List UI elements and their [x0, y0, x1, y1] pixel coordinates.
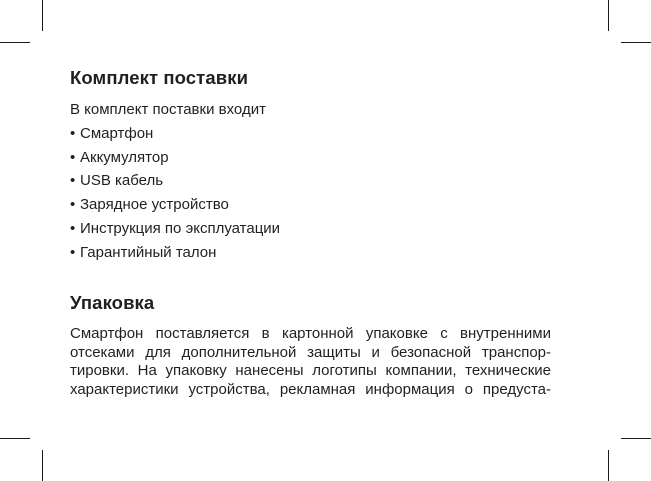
paragraph-line: отсеками для дополнительной защиты и безопасной транспор- — [70, 343, 551, 361]
bullet-icon: • — [70, 148, 76, 166]
list-item — [70, 169, 551, 193]
contents-section — [70, 64, 551, 264]
crop-mark-bottom-left-vertical — [42, 450, 43, 481]
list-item-text: Смартфон — [80, 125, 154, 142]
bullet-icon: • — [70, 219, 76, 237]
list-item — [70, 146, 551, 170]
crop-mark-bottom-left-horizontal — [0, 438, 30, 439]
bullet-icon: • — [70, 196, 76, 214]
bullet-icon: • — [70, 243, 76, 261]
paragraph-line: характеристики устройства, рекламная информация о предуста- — [70, 380, 551, 398]
crop-mark-top-right-horizontal — [621, 42, 651, 43]
list-item-text: Инструкция по эксплуатации — [80, 219, 281, 237]
list-item-text: Аккумулятор — [80, 148, 169, 166]
list-item — [70, 122, 551, 146]
contents-heading: Комплект поставки — [70, 67, 249, 88]
bullet-icon: • — [70, 125, 76, 142]
list-item-text: Зарядное устройство — [80, 196, 229, 214]
list-item — [70, 217, 551, 241]
bullet-icon: • — [70, 172, 76, 190]
crop-mark-top-right-vertical — [608, 0, 609, 31]
list-item — [70, 193, 551, 217]
crop-mark-bottom-right-vertical — [608, 450, 609, 481]
packaging-section — [70, 289, 551, 399]
list-item — [70, 241, 551, 265]
paragraph-line: Смартфон поставляется в картонной упаковке с внутренними — [70, 325, 551, 342]
contents-intro: В комплект поставки входит — [70, 101, 266, 118]
crop-mark-top-left-vertical — [42, 0, 43, 31]
paragraph-line: тировки. На упаковку нанесены логотипы компании, технические — [70, 362, 551, 380]
contents-list — [70, 122, 551, 264]
list-item-text: Гарантийный талон — [80, 243, 217, 261]
packaging-paragraph — [70, 325, 551, 399]
crop-mark-bottom-right-horizontal — [621, 438, 651, 439]
crop-mark-top-left-horizontal — [0, 42, 30, 43]
packaging-heading: Упаковка — [70, 292, 155, 313]
list-item-text: USB кабель — [80, 172, 164, 190]
